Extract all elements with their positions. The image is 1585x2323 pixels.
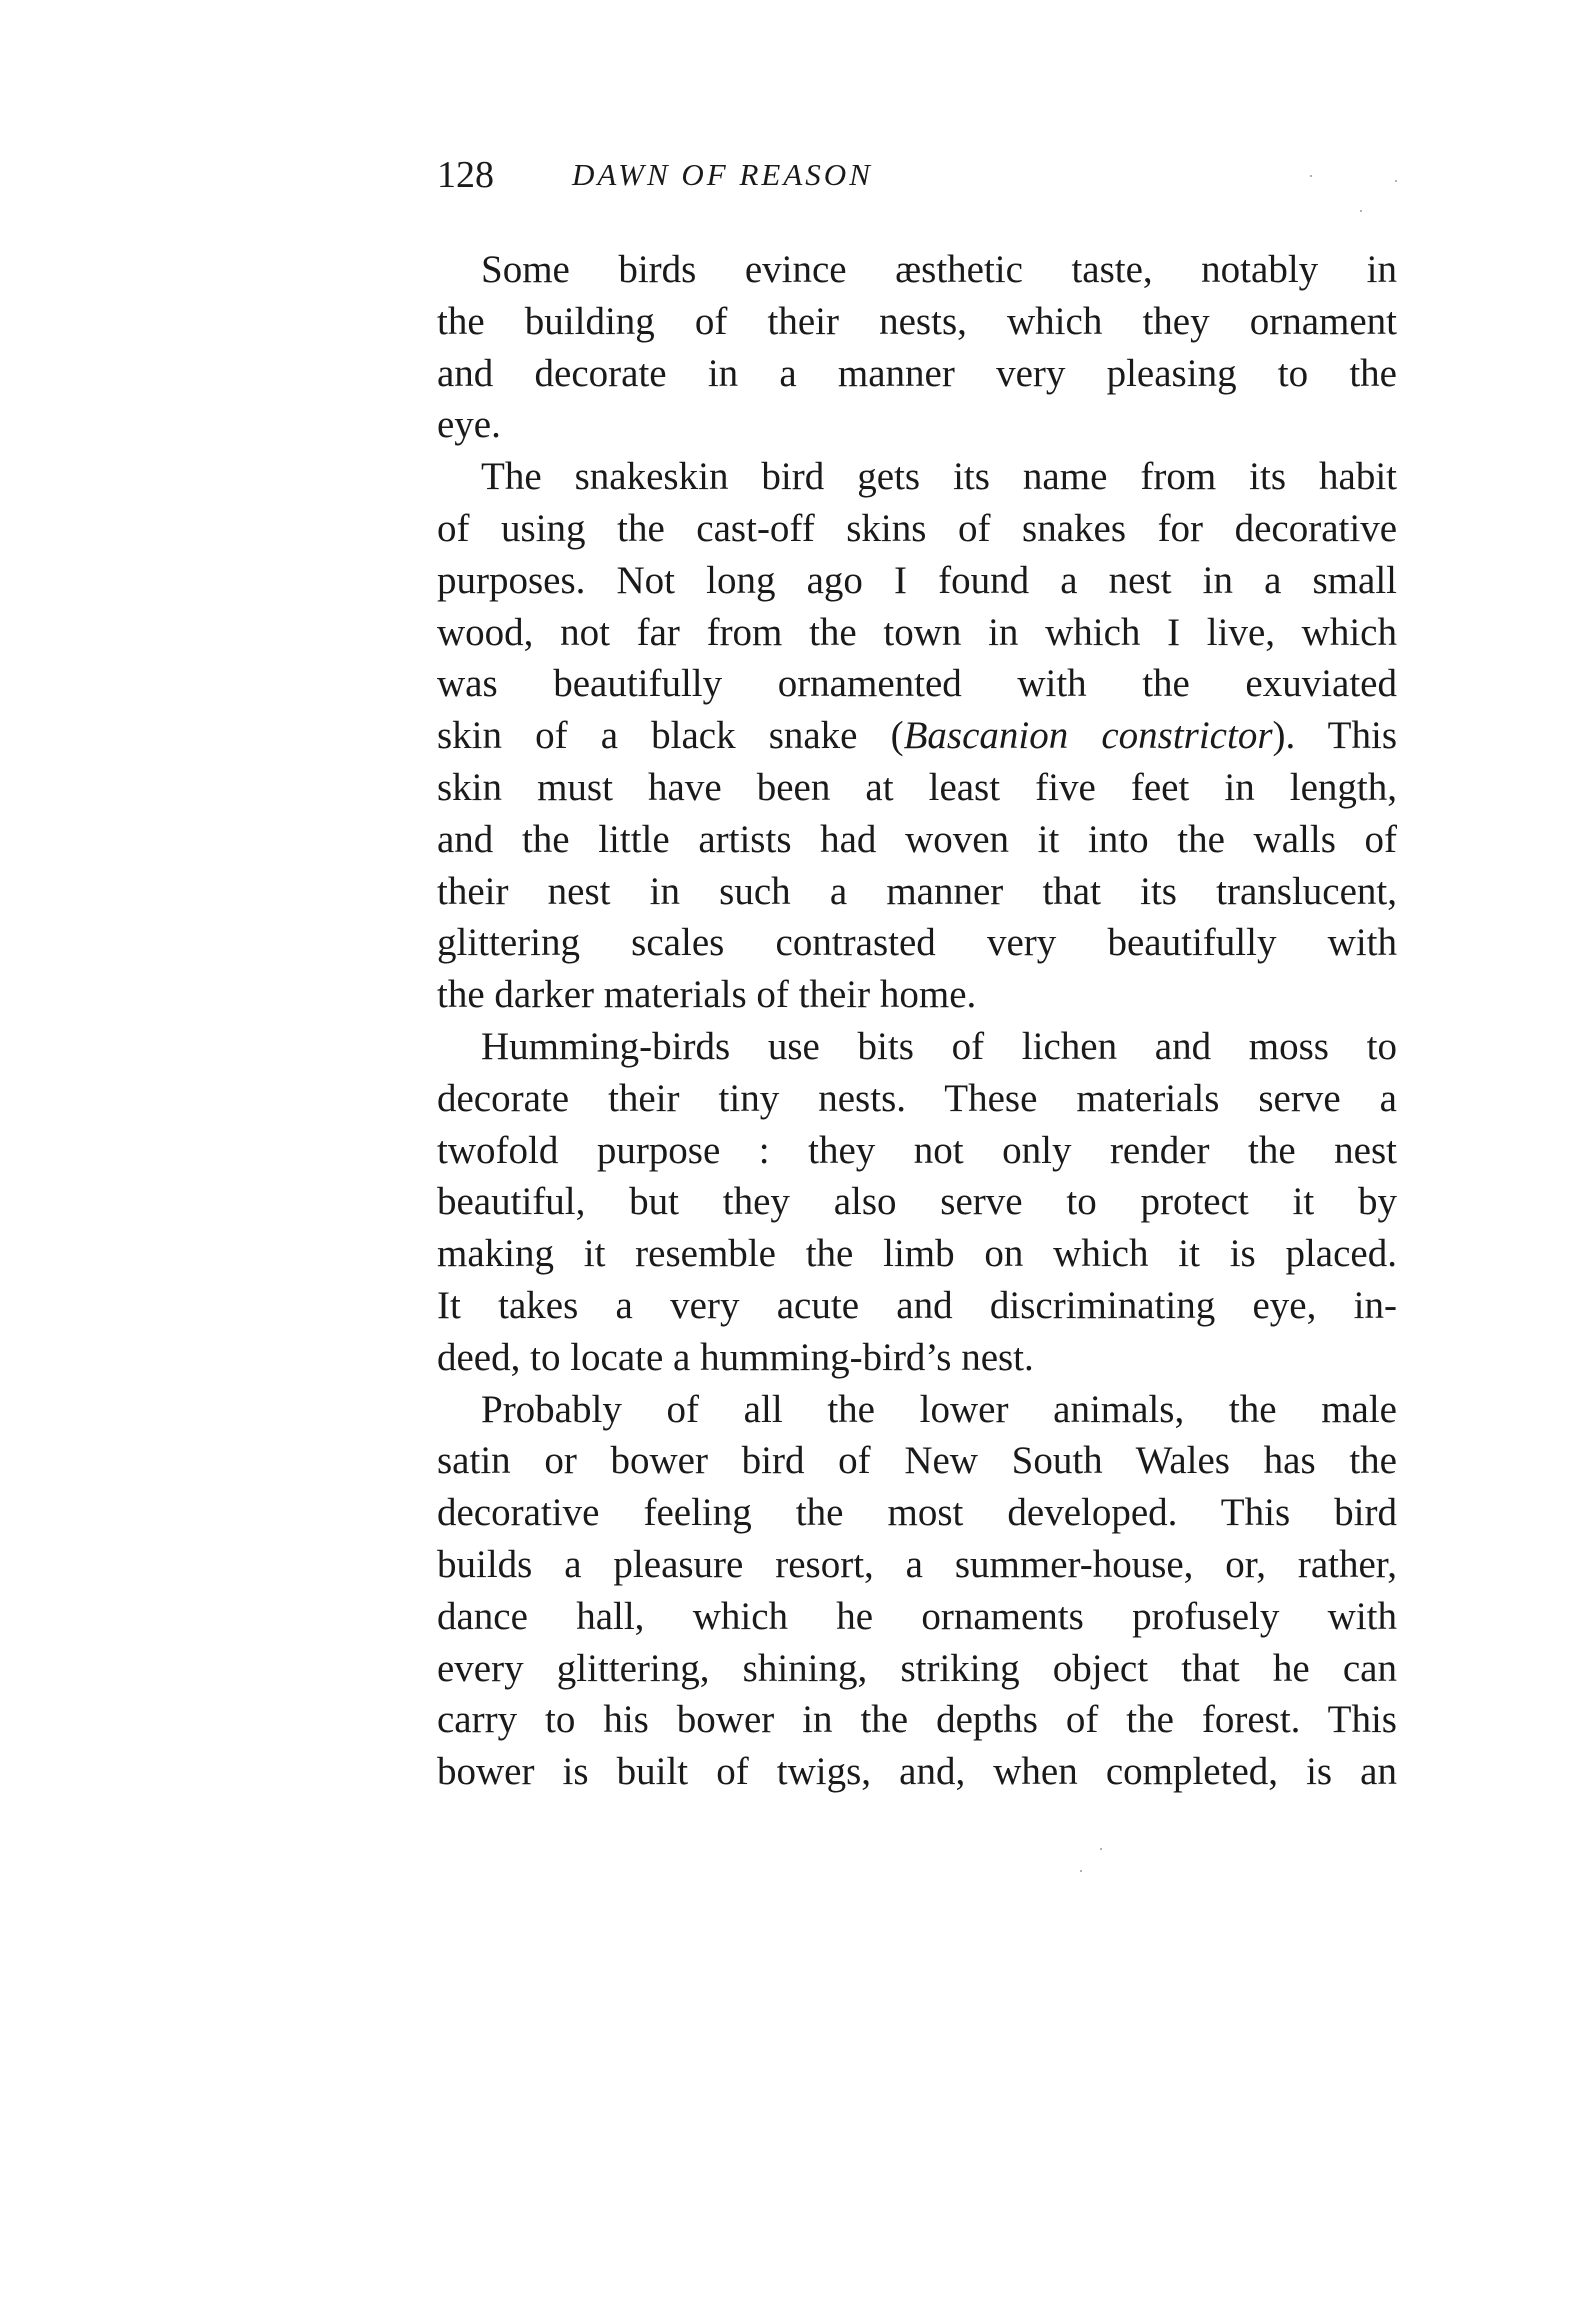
text-line: of using the cast-off skins of snakes for decorative [437, 506, 1397, 550]
scan-speck [1100, 1848, 1102, 1850]
paragraph [437, 1384, 1397, 1798]
scan-speck [1395, 180, 1397, 182]
text-line: every glittering, shining, striking object that he can [437, 1646, 1397, 1690]
text-line: purposes. Not long ago I found a nest in a small [437, 558, 1397, 602]
running-head [437, 150, 1397, 200]
text-line: The snakeskin bird gets its name from its habit [481, 455, 1397, 499]
paragraph [437, 1021, 1397, 1384]
text-line: the building of their nests, which they ornament [437, 299, 1397, 343]
text-line: bower is built of twigs, and, when completed, is an [437, 1750, 1397, 1794]
paragraph [437, 244, 1397, 451]
text-line: eye. [437, 403, 501, 447]
text-line: It takes a very acute and discriminating eye, in- [437, 1283, 1397, 1327]
text-line-with-italic [437, 710, 1397, 762]
text-line: builds a pleasure resort, a summer-house, or, rather, [437, 1542, 1397, 1586]
text-segment: ). This [1272, 714, 1397, 758]
paragraph [437, 451, 1397, 1021]
scan-speck [1310, 175, 1312, 177]
text-line: Some birds evince æsthetic taste, notably in [481, 248, 1397, 291]
body-text [437, 244, 1397, 1798]
text-line: dance hall, which he ornaments profusely with [437, 1594, 1397, 1638]
species-name: Bascanion constrictor [903, 714, 1273, 758]
text-line: twofold purpose : they not only render the nest [437, 1128, 1397, 1172]
text-line: their nest in such a manner that its translucent, [437, 869, 1397, 913]
text-line: deed, to locate a humming-bird’s nest. [437, 1335, 1034, 1379]
text-line: decorate their tiny nests. These materials serve a [437, 1076, 1397, 1120]
text-line: skin must have been at least five feet in length, [437, 765, 1397, 809]
text-line: decorative feeling the most developed. This bird [437, 1491, 1397, 1535]
text-line: wood, not far from the town in which I live, which [437, 610, 1397, 654]
text-line: Humming-birds use bits of lichen and moss to [481, 1024, 1397, 1068]
running-title: DAWN OF REASON [572, 157, 873, 192]
page-number: 128 [437, 154, 494, 196]
text-line: satin or bower bird of New South Wales has the [437, 1439, 1397, 1483]
scan-speck [1360, 210, 1362, 212]
text-line: and the little artists had woven it into the walls of [437, 817, 1397, 861]
text-line: glittering scales contrasted very beautifully with [437, 921, 1397, 965]
text-line: Probably of all the lower animals, the male [481, 1387, 1397, 1431]
text-line: was beautifully ornamented with the exuviated [437, 662, 1397, 706]
scan-speck [1080, 1870, 1082, 1872]
text-line: making it resemble the limb on which it is placed. [437, 1232, 1397, 1276]
text-line: the darker materials of their home. [437, 973, 977, 1017]
text-line: carry to his bower in the depths of the forest. This [437, 1698, 1397, 1742]
text-line: beautiful, but they also serve to protect it by [437, 1180, 1397, 1224]
text-line: and decorate in a manner very pleasing to the [437, 351, 1397, 395]
text-segment: skin of a black snake ( [437, 714, 904, 758]
